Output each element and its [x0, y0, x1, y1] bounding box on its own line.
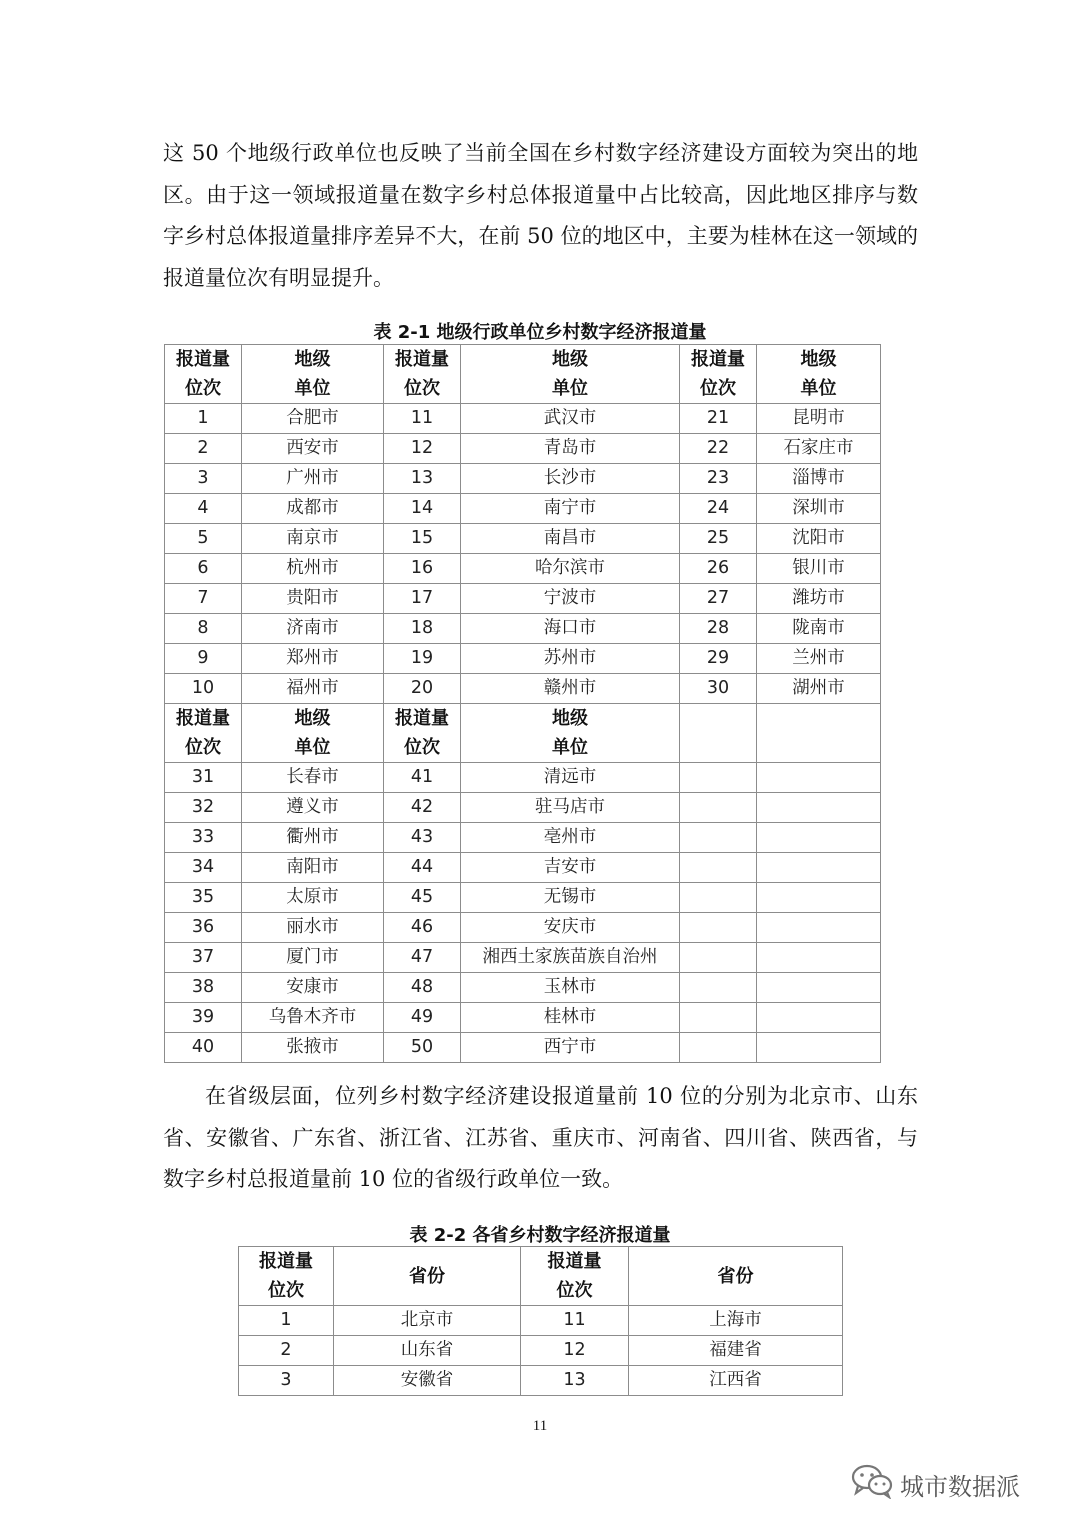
- header-unit-line-2: 单位: [294, 737, 331, 758]
- rank-cell: 35: [165, 883, 242, 913]
- table-row: [165, 554, 881, 584]
- rank-cell: 42: [384, 793, 461, 823]
- paragraph-2: 在省级层面，位列乡村数字经济建设报道量前 10 位的分别为北京市、山东省、安徽省、广东省、浙江省、江苏省、重庆市、河南省、四川省、陕西省，与数字乡村总报道量前 10 位的省级行政单位一致。: [163, 1084, 918, 1191]
- table-row: [165, 464, 881, 494]
- rank-cell: 32: [165, 793, 242, 823]
- rank-cell: 27: [680, 584, 757, 614]
- header-unit-line-2: 单位: [800, 378, 837, 399]
- city-cell: 太原市: [242, 883, 384, 913]
- header-province: [334, 1247, 521, 1306]
- rank-cell: 14: [384, 494, 461, 524]
- city-cell: 青岛市: [461, 434, 680, 464]
- table-row: [165, 434, 881, 464]
- rank-cell: 3: [239, 1366, 334, 1396]
- empty-cell: [680, 763, 757, 793]
- empty-cell: [680, 793, 757, 823]
- city-cell: 南昌市: [461, 524, 680, 554]
- rank-cell: 36: [165, 913, 242, 943]
- rank-cell: 3: [165, 464, 242, 494]
- header-province-line-1: 省份: [717, 1265, 754, 1287]
- rank-cell: 29: [680, 644, 757, 674]
- empty-cell: [680, 913, 757, 943]
- table-row: [165, 823, 881, 853]
- header-unit-line-1: 地级: [552, 349, 588, 370]
- rank-cell: 12: [384, 434, 461, 464]
- header-rank-line-2: 位次: [404, 737, 440, 758]
- city-cell: 潍坊市: [757, 584, 881, 614]
- header-unit-line-1: 地级: [294, 349, 331, 370]
- rank-cell: 33: [165, 823, 242, 853]
- table-row: [165, 584, 881, 614]
- rank-cell: 16: [384, 554, 461, 584]
- city-cell: 合肥市: [242, 404, 384, 434]
- header-rank-line-1: 报道量: [395, 708, 449, 729]
- paragraph-1: 这 50 个地级行政单位也反映了当前全国在乡村数字经济建设方面较为突出的地区。由于这一领域报道量在数字乡村总体报道量中占比较高，因此地区排序与数字乡村总体报道量排序差异不大，在前 50 位的地区中，主要为桂林在这一领域的报道量位次有明显提升。: [163, 141, 918, 290]
- rank-cell: 44: [384, 853, 461, 883]
- city-cell: 济南市: [242, 614, 384, 644]
- header-rank: [521, 1247, 629, 1306]
- watermark-text: 城市数据派: [900, 1472, 1020, 1501]
- city-cell: 南京市: [242, 524, 384, 554]
- table-row: [165, 973, 881, 1003]
- header-province: [629, 1247, 843, 1306]
- city-cell: 贵阳市: [242, 584, 384, 614]
- header-unit: [242, 345, 384, 404]
- rank-cell: 2: [165, 434, 242, 464]
- province-cell: 北京市: [334, 1306, 521, 1336]
- table-2: [238, 1246, 843, 1396]
- table-row: [239, 1366, 843, 1396]
- city-cell: 石家庄市: [757, 434, 881, 464]
- header-rank-line-1: 报道量: [259, 1251, 313, 1272]
- header-rank-line-2: 位次: [700, 378, 736, 399]
- province-cell: 上海市: [629, 1306, 843, 1336]
- city-cell: 丽水市: [242, 913, 384, 943]
- table-row: [239, 1306, 843, 1336]
- rank-cell: 50: [384, 1033, 461, 1063]
- header-rank: [239, 1247, 334, 1306]
- table-1-caption: 表 2-1 地级行政单位乡村数字经济报道量: [373, 322, 707, 343]
- empty-cell: [757, 1003, 881, 1033]
- header-unit-line-1: 地级: [800, 349, 837, 370]
- header-rank: [165, 704, 242, 763]
- city-cell: 遵义市: [242, 793, 384, 823]
- header-rank-line-1: 报道量: [691, 349, 745, 370]
- header-rank-line-2: 位次: [185, 378, 221, 399]
- header-unit-line-2: 单位: [294, 378, 331, 399]
- header-rank-line-2: 位次: [268, 1280, 304, 1301]
- city-cell: 南宁市: [461, 494, 680, 524]
- empty-cell: [680, 943, 757, 973]
- rank-cell: 11: [384, 404, 461, 434]
- city-cell: 兰州市: [757, 644, 881, 674]
- city-cell: 海口市: [461, 614, 680, 644]
- rank-cell: 17: [384, 584, 461, 614]
- city-cell: 张掖市: [242, 1033, 384, 1063]
- rank-cell: 37: [165, 943, 242, 973]
- empty-cell: [757, 853, 881, 883]
- rank-cell: 1: [165, 404, 242, 434]
- header-unit-line-2: 单位: [552, 737, 588, 758]
- rank-cell: 11: [521, 1306, 629, 1336]
- rank-cell: 1: [239, 1306, 334, 1336]
- table-row: [165, 524, 881, 554]
- city-cell: 哈尔滨市: [461, 554, 680, 584]
- rank-cell: 41: [384, 763, 461, 793]
- header-rank-line-2: 位次: [404, 378, 440, 399]
- rank-cell: 2: [239, 1336, 334, 1366]
- city-cell: 陇南市: [757, 614, 881, 644]
- rank-cell: 7: [165, 584, 242, 614]
- city-cell: 驻马店市: [461, 793, 680, 823]
- header-unit-line-1: 地级: [294, 708, 331, 729]
- rank-cell: 18: [384, 614, 461, 644]
- header-province-line-1: 省份: [409, 1265, 445, 1287]
- table-row: [165, 674, 881, 704]
- rank-cell: 13: [384, 464, 461, 494]
- rank-cell: 8: [165, 614, 242, 644]
- page-number: 11: [532, 1418, 548, 1434]
- rank-cell: 6: [165, 554, 242, 584]
- table-row: [165, 913, 881, 943]
- rank-cell: 28: [680, 614, 757, 644]
- province-cell: 安徽省: [334, 1366, 521, 1396]
- empty-cell: [757, 1033, 881, 1063]
- rank-cell: 39: [165, 1003, 242, 1033]
- city-cell: 湘西土家族苗族自治州: [461, 943, 680, 973]
- table-row: [165, 1003, 881, 1033]
- rank-cell: 46: [384, 913, 461, 943]
- table-row: [165, 763, 881, 793]
- header-rank: [384, 704, 461, 763]
- table-header-row: [239, 1247, 843, 1306]
- city-cell: 广州市: [242, 464, 384, 494]
- city-cell: 昆明市: [757, 404, 881, 434]
- city-cell: 深圳市: [757, 494, 881, 524]
- city-cell: 武汉市: [461, 404, 680, 434]
- header-rank-line-1: 报道量: [395, 349, 449, 370]
- city-cell: 西宁市: [461, 1033, 680, 1063]
- empty-cell: [680, 973, 757, 1003]
- city-cell: 郑州市: [242, 644, 384, 674]
- city-cell: 赣州市: [461, 674, 680, 704]
- header-unit-line-2: 单位: [552, 378, 588, 399]
- empty-cell: [680, 823, 757, 853]
- empty-cell: [757, 913, 881, 943]
- city-cell: 长春市: [242, 763, 384, 793]
- city-cell: 玉林市: [461, 973, 680, 1003]
- empty-cell: [757, 973, 881, 1003]
- header-rank-line-1: 报道量: [176, 708, 230, 729]
- rank-cell: 22: [680, 434, 757, 464]
- header-rank: [680, 345, 757, 404]
- city-cell: 桂林市: [461, 1003, 680, 1033]
- table-row: [165, 644, 881, 674]
- empty-cell: [757, 704, 881, 763]
- table-1: [164, 344, 881, 1063]
- rank-cell: 23: [680, 464, 757, 494]
- city-cell: 厦门市: [242, 943, 384, 973]
- city-cell: 无锡市: [461, 883, 680, 913]
- rank-cell: 19: [384, 644, 461, 674]
- rank-cell: 24: [680, 494, 757, 524]
- wechat-icon: [850, 1463, 894, 1505]
- rank-cell: 48: [384, 973, 461, 1003]
- rank-cell: 43: [384, 823, 461, 853]
- table-row: [239, 1336, 843, 1366]
- empty-cell: [757, 943, 881, 973]
- header-rank-line-2: 位次: [185, 737, 221, 758]
- rank-cell: 34: [165, 853, 242, 883]
- city-cell: 西安市: [242, 434, 384, 464]
- city-cell: 苏州市: [461, 644, 680, 674]
- city-cell: 长沙市: [461, 464, 680, 494]
- table-header-row: [165, 345, 881, 404]
- city-cell: 成都市: [242, 494, 384, 524]
- table-header-row: [165, 704, 881, 763]
- rank-cell: 47: [384, 943, 461, 973]
- header-unit-line-1: 地级: [552, 708, 588, 729]
- empty-cell: [680, 853, 757, 883]
- province-cell: 福建省: [629, 1336, 843, 1366]
- table-row: [165, 494, 881, 524]
- city-cell: 安康市: [242, 973, 384, 1003]
- rank-cell: 13: [521, 1366, 629, 1396]
- rank-cell: 49: [384, 1003, 461, 1033]
- rank-cell: 30: [680, 674, 757, 704]
- empty-cell: [757, 793, 881, 823]
- table-row: [165, 404, 881, 434]
- rank-cell: 26: [680, 554, 757, 584]
- rank-cell: 5: [165, 524, 242, 554]
- city-cell: 银川市: [757, 554, 881, 584]
- rank-cell: 21: [680, 404, 757, 434]
- rank-cell: 25: [680, 524, 757, 554]
- header-rank-line-1: 报道量: [176, 349, 230, 370]
- city-cell: 吉安市: [461, 853, 680, 883]
- table-row: [165, 614, 881, 644]
- empty-cell: [757, 763, 881, 793]
- empty-cell: [757, 883, 881, 913]
- city-cell: 杭州市: [242, 554, 384, 584]
- table-row: [165, 853, 881, 883]
- city-cell: 衢州市: [242, 823, 384, 853]
- empty-cell: [680, 1003, 757, 1033]
- header-unit: [461, 345, 680, 404]
- city-cell: 南阳市: [242, 853, 384, 883]
- city-cell: 清远市: [461, 763, 680, 793]
- city-cell: 淄博市: [757, 464, 881, 494]
- empty-cell: [680, 1033, 757, 1063]
- rank-cell: 40: [165, 1033, 242, 1063]
- city-cell: 亳州市: [461, 823, 680, 853]
- city-cell: 安庆市: [461, 913, 680, 943]
- rank-cell: 38: [165, 973, 242, 1003]
- city-cell: 湖州市: [757, 674, 881, 704]
- rank-cell: 45: [384, 883, 461, 913]
- city-cell: 沈阳市: [757, 524, 881, 554]
- header-unit: [242, 704, 384, 763]
- header-rank-line-1: 报道量: [547, 1251, 602, 1272]
- province-cell: 江西省: [629, 1366, 843, 1396]
- table-row: [165, 883, 881, 913]
- watermark: [850, 1464, 1020, 1504]
- header-rank: [384, 345, 461, 404]
- header-unit: [461, 704, 680, 763]
- header-rank-line-2: 位次: [556, 1280, 593, 1301]
- table-2-caption: 表 2-2 各省乡村数字经济报道量: [409, 1225, 671, 1246]
- city-cell: 宁波市: [461, 584, 680, 614]
- rank-cell: 9: [165, 644, 242, 674]
- city-cell: 福州市: [242, 674, 384, 704]
- header-unit: [757, 345, 881, 404]
- rank-cell: 15: [384, 524, 461, 554]
- rank-cell: 12: [521, 1336, 629, 1366]
- city-cell: 乌鲁木齐市: [242, 1003, 384, 1033]
- province-cell: 山东省: [334, 1336, 521, 1366]
- empty-cell: [680, 883, 757, 913]
- table-row: [165, 1033, 881, 1063]
- rank-cell: 4: [165, 494, 242, 524]
- rank-cell: 20: [384, 674, 461, 704]
- empty-cell: [680, 704, 757, 763]
- table-row: [165, 793, 881, 823]
- rank-cell: 10: [165, 674, 242, 704]
- header-rank: [165, 345, 242, 404]
- rank-cell: 31: [165, 763, 242, 793]
- empty-cell: [757, 823, 881, 853]
- table-row: [165, 943, 881, 973]
